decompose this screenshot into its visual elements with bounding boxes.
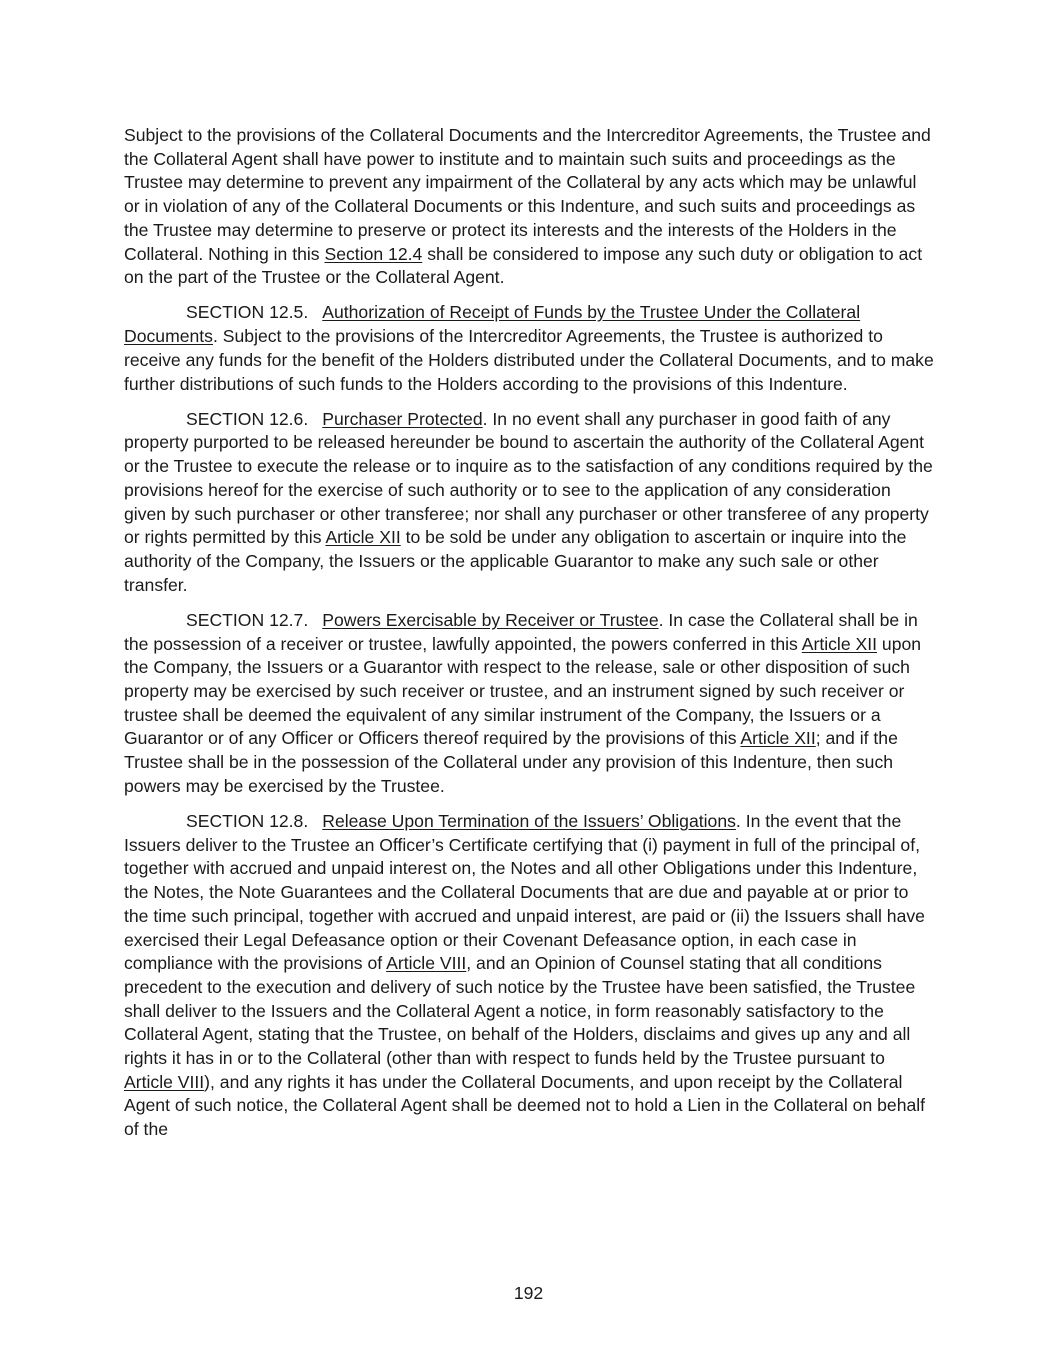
section-12-5: [124, 301, 936, 396]
section-heading: Authorization of Receipt of Funds by the Trustee Under the Collateral Documents: [124, 302, 861, 347]
section-heading: Release Upon Termination of the Issuers’ Obligations: [322, 810, 736, 831]
section-text: ), and any rights it has under the Collateral Documents, and upon receipt by the Collateral Agent of such notice, the Collateral Agent shall be deemed not to hold a Lien in the Collateral on behalf of the: [124, 1071, 926, 1140]
section-text: to be sold be under any obligation to ascertain or inquire into the authority of the Company, the Issuers or the applicable Guarantor to make any such sale or other transfer.: [124, 527, 907, 595]
paragraph-text: shall be considered to impose any such duty or obligation to act on the part of the Trustee or the Collateral Agent.: [124, 243, 923, 288]
section-12-8: [124, 810, 936, 1142]
section-number: SECTION 12.6.: [186, 408, 309, 429]
cross-reference-article-xii: Article XII: [801, 633, 878, 654]
section-text: , and an Opinion of Counsel stating that all conditions precedent to the execution and delivery of such notice by the Trustee have been satisfied, the Trustee shall deliver to the Issuers and the Collateral Agent a notice, in form reasonably satisfactory to the Collateral Agent, stating that the Trustee, on behalf of the Holders, disclaims and gives up any and all rights it has in or to the Collateral (other than with respect to funds held by the Trustee pursuant to: [124, 953, 916, 1069]
cross-reference-section-12-4: Section 12.4: [324, 243, 423, 264]
cross-reference-article-xii: Article XII: [325, 527, 401, 548]
section-12-7: [124, 609, 936, 799]
section-number: SECTION 12.8.: [186, 810, 309, 831]
section-number: SECTION 12.5.: [186, 302, 309, 323]
cross-reference-article-viii: Article VIII: [124, 1071, 205, 1092]
section-text: . In the event that the Issuers deliver to the Trustee an Officer’s Certificate certifying that (i) payment in full of the principal of, together with accrued and unpaid interest on, the Notes and all other Obligations under this Indenture, the Notes, the Note Guarantees and the Collateral Documents that are due and payable at or prior to the time such principal, together with accrued and unpaid interest, are paid or (ii) the Issuers shall have exercised their Legal Defeasance option or their Covenant Defeasance option, in each case in compliance with the provisions of: [124, 810, 925, 974]
section-text: ; and if the Trustee shall be in the possession of the Collateral under any provision of this Indenture, then such powers may be exercised by the Trustee.: [124, 728, 898, 796]
page-number: 192: [513, 1283, 544, 1303]
cross-reference-article-viii: Article VIII: [386, 953, 467, 974]
section-heading: Powers Exercisable by Receiver or Trustee: [322, 609, 659, 630]
cross-reference-article-xii: Article XII: [740, 728, 816, 749]
paragraph-text: Subject to the provisions of the Collateral Documents and the Intercreditor Agreements, the Trustee and the Collateral Agent shall have power to institute and to maintain such suits and proceedings as the Trustee may determine to prevent any impairment of the Collateral by any acts which may be unlawful or in violation of any of the Collateral Documents or this Indenture, and such suits and proceedings as the Trustee may determine to preserve or protect its interests and the interests of the Holders in the Collateral. Nothing in this: [124, 125, 931, 264]
document-body: [124, 124, 936, 1153]
section-text: . In no event shall any purchaser in good faith of any property purported to be released hereunder be bound to ascertain the authority of the Collateral Agent or the Trustee to execute the release or to inquire as to the satisfaction of any conditions required by the provisions hereof for the exercise of such authority or to see to the application of any consideration given by such purchaser or other transferee; nor shall any purchaser or other transferee of any property or rights permitted by this: [124, 408, 933, 548]
section-heading: Purchaser Protected: [322, 408, 483, 429]
section-text: . Subject to the provisions of the Intercreditor Agreements, the Trustee is authorized to receive any funds for the benefit of the Holders distributed under the Collateral Documents, and to make further distributions of such funds to the Holders according to the provisions of this Indenture.: [124, 326, 934, 394]
section-text: . In case the Collateral shall be in the possession of a receiver or trustee, lawfully appointed, the powers conferred in this: [124, 609, 918, 654]
paragraph-12-4-continuation: [124, 124, 936, 290]
section-number: SECTION 12.7.: [186, 609, 309, 630]
section-12-6: [124, 408, 936, 598]
section-text: upon the Company, the Issuers or a Guarantor with respect to the release, sale or other disposition of such property may be exercised by such receiver or trustee, and an instrument signed by such receiver or trustee shall be deemed the equivalent of any similar instrument of the Company, the Issuers or a Guarantor or of any Officer or Officers thereof required by the provisions of this: [124, 633, 922, 749]
